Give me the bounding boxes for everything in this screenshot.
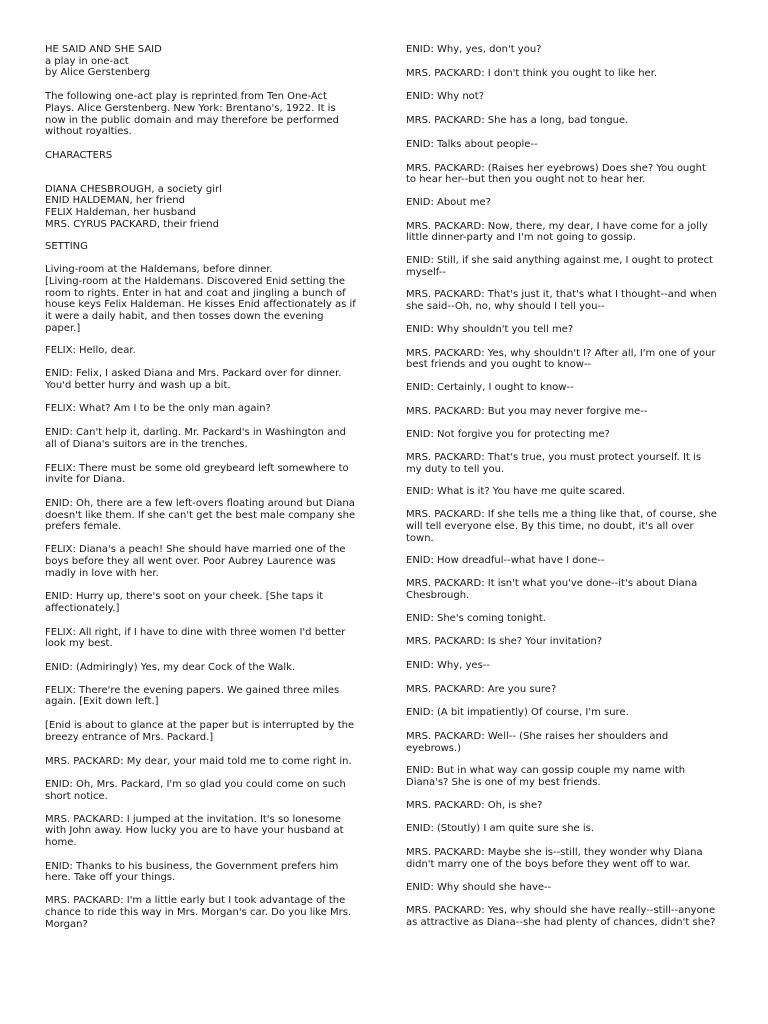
dialogue-line: MRS. PACKARD: Maybe she is--still, they wonder why Diana didn't marry one of the boys before they went off to war. (406, 847, 703, 870)
dialogue-left (45, 345, 365, 930)
dialogue-line: FELIX: What? Am I to be the only man again? (45, 403, 271, 415)
character-diana: DIANA CHESBROUGH, a society girl (45, 183, 222, 195)
dialogue-line: FELIX: All right, if I have to dine with three women I'd better look my best. (45, 626, 346, 650)
dialogue-line: MRS. PACKARD: (Raises her eyebrows) Does she? You ought to hear her--but then you ought not to hear her. (406, 162, 706, 186)
intro-paragraph: The following one-act play is reprinted from Ten One-Act Plays. Alice Gerstenberg. New York: Brentano's, 1922. It is now in the public domain and may therefore be performed without royalties. (45, 91, 339, 138)
left-column (45, 44, 365, 930)
dialogue-line: ENID: (Stoutly) I am quite sure she is. (406, 823, 595, 835)
characters-heading: CHARACTERS (45, 149, 113, 161)
dialogue-line: FELIX: Diana's a peach! She should have married one of the boys before they all went over. Poor Aubrey Laurence was madly in love with her. (45, 544, 346, 579)
dialogue-line: MRS. PACKARD: She has a long, bad tongue. (406, 115, 629, 127)
character-felix: FELIX Haldeman, her husband (45, 207, 196, 219)
dialogue-line: ENID: Hurry up, there's soot on your cheek. [She taps it affectionately.] (45, 591, 324, 614)
right-column (406, 44, 724, 929)
dialogue-line: MRS. PACKARD: I don't think you ought to like her. (406, 67, 658, 79)
play-subtitle: a play in one-act (45, 55, 129, 67)
dialogue-line: ENID: Why, yes, don't you? (406, 44, 542, 55)
dialogue-line: ENID: Not forgive you for protecting me? (406, 429, 610, 441)
dialogue-line: MRS. PACKARD: Is she? Your invitation? (406, 636, 603, 648)
dialogue-line: ENID: She's coming tonight. (406, 613, 546, 625)
dialogue-line: ENID: About me? (406, 196, 491, 208)
dialogue-line: MRS. PACKARD: If she tells me a thing like that, of course, she will tell everyone else. By this time, no doubt, it's all over town. (406, 509, 717, 544)
dialogue-line: ENID: Still, if she said anything against me, I ought to protect myself-- (406, 255, 713, 278)
play-title: HE SAID AND SHE SAID (45, 44, 162, 55)
stage-direction: [Enid is about to glance at the paper but is interrupted by the breezy entrance of Mrs. Packard.] (45, 720, 355, 743)
dialogue-line: MRS. PACKARD: My dear, your maid told me to come right in. (45, 755, 352, 767)
play-author: by Alice Gerstenberg (45, 67, 151, 79)
dialogue-line: MRS. PACKARD: Now, there, my dear, I have come for a jolly little dinner-party and I'm not going to gossip. (406, 220, 708, 244)
dialogue-line: ENID: Why shouldn't you tell me? (406, 323, 574, 335)
dialogue-line: ENID: What is it? You have me quite scared. (406, 486, 626, 498)
setting-heading: SETTING (45, 241, 88, 253)
dialogue-line: FELIX: Hello, dear. (45, 345, 136, 357)
dialogue-line: ENID: How dreadful--what have I done-- (406, 555, 605, 567)
dialogue-line: MRS. PACKARD: I'm a little early but I took advantage of the chance to ride this way in Mrs. Morgan's car. Do you like Mrs. Morgan? (45, 895, 352, 930)
dialogue-line: MRS. PACKARD: It isn't what you've done--it's about Diana Chesbrough. (406, 577, 698, 601)
dialogue-line: MRS. PACKARD: Are you sure? (406, 683, 557, 695)
dialogue-line: MRS. PACKARD: Well-- (She raises her shoulders and eyebrows.) (406, 730, 669, 754)
dialogue-line: ENID: Why not? (406, 91, 485, 103)
dialogue-line: ENID: Oh, there are a few left-overs floating around but Diana doesn't like them. If she can't get the best male company she prefers female. (45, 497, 356, 533)
dialogue-line: ENID: Can't help it, darling. Mr. Packard's in Washington and all of Diana's suitors are in the trenches. (45, 427, 346, 450)
dialogue-line: MRS. PACKARD: But you may never forgive me-- (406, 405, 648, 417)
dialogue-line: ENID: Why should she have-- (406, 881, 552, 893)
dialogue-line: ENID: (A bit impatiently) Of course, I'm sure. (406, 707, 629, 719)
dialogue-line: FELIX: There must be some old greybeard left somewhere to invite for Diana. (45, 462, 349, 486)
character-list (45, 184, 365, 231)
dialogue-line: FELIX: There're the evening papers. We gained three miles again. [Exit down left.] (45, 684, 340, 708)
dialogue-line: ENID: Oh, Mrs. Packard, I'm so glad you could come on such short notice. (45, 779, 346, 802)
dialogue-line: ENID: (Admiringly) Yes, my dear Cock of the Walk. (45, 662, 296, 674)
dialogue-line: MRS. PACKARD: Yes, why should she have really--still--anyone as attractive as Diana--she had plenty of chances, didn't she? (406, 905, 716, 928)
dialogue-line: MRS. PACKARD: I jumped at the invitation. It's so lonesome with John away. How lucky you are to have your husband at home. (45, 813, 344, 849)
dialogue-line: ENID: Thanks to his business, the Government prefers him here. Take off your things. (45, 860, 339, 884)
dialogue-line: ENID: But in what way can gossip couple my name with Diana's? She is one of my best friends. (406, 765, 686, 789)
dialogue-line: ENID: Felix, I asked Diana and Mrs. Packard over for dinner. You'd better hurry and wash up a bit. (45, 368, 342, 391)
dialogue-line: ENID: Talks about people-- (406, 138, 538, 150)
dialogue-line: MRS. PACKARD: Yes, why shouldn't I? After all, I'm one of your best friends and you ought to know-- (406, 347, 716, 371)
dialogue-line: MRS. PACKARD: Oh, is she? (406, 799, 543, 811)
dialogue-line: MRS. PACKARD: That's true, you must protect yourself. It is my duty to tell you. (406, 452, 702, 475)
dialogue-line: ENID: Certainly, I ought to know-- (406, 381, 574, 393)
character-mrs-packard: MRS. CYRUS PACKARD, their friend (45, 218, 219, 230)
character-enid: ENID HALDEMAN, her friend (45, 195, 185, 207)
setting-description: Living-room at the Haldemans, before dinner. [Living-room at the Haldemans. Discovered Enid setting the room to rights. Enter in hat and coat and jingling a bunch of house keys Felix Haldeman. He kisses Enid affectionately as if it were a daily habit, and then tosses down the evening paper.] (45, 264, 356, 334)
dialogue-line: ENID: Why, yes-- (406, 659, 490, 671)
dialogue-line: MRS. PACKARD: That's just it, that's what I thought--and when she said--Oh, no, why should I tell you-- (406, 289, 717, 313)
